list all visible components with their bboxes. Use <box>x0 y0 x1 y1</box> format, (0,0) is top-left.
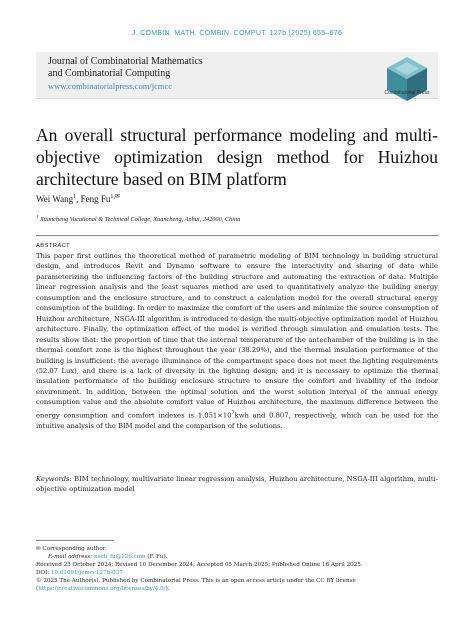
journal-name-line2: and Combinatorial Computing <box>48 68 171 79</box>
author-name: Wei Wang <box>36 194 74 204</box>
footnote-divider <box>36 540 114 541</box>
footnotes <box>36 545 438 594</box>
affiliation <box>36 214 240 223</box>
email-line: E-mail address: nsch_fu@126.com (F. Fu). <box>48 554 168 561</box>
author-separator: , <box>76 194 81 204</box>
publisher-logo-icon <box>382 54 432 106</box>
affiliation-text: Xuancheng Vocational & Technical College, Xuancheng, Anhui, 242000, China <box>39 216 241 224</box>
dates-line: Received 25 October 2024; Revised 10 December 2024; Accepted 05 March 2025; Published Online 16 April 2025. <box>36 562 363 569</box>
doi-link[interactable]: 10.61091/jcmcc127b-037 <box>50 570 123 577</box>
email-link[interactable]: nsch_fu@126.com <box>93 554 146 561</box>
journal-name <box>48 56 203 80</box>
author-name: Feng Fu <box>80 194 111 204</box>
author-affiliation-sup: 1 <box>73 194 77 200</box>
running-header: J. COMBIN. MATH. COMBIN. COMPUT. 127b (2025) 655–676 <box>131 30 343 37</box>
abstract-body: This paper first outlines the theoretical method of parametric modeling of BIM technology in building structural design, and introduces Revit and Dynamo software to ensure the interactivity and sharing of data while parameterizing the influencing factors of the building structure and automating the extraction of data. Multiple linear regression analysis and the least squares method are used to quantitatively analyze the building energy consumption and the enclosure structure, and to construct a calculation model for the overall structural energy consumption of the building. In order to maximize the comfort of the users and minimize the source consumption of Huizhou architecture, NSGA-III algorithm is introduced to design the multi-objective optimization model of Huizhou architecture. Finally, the optimization effect of the model is verified through simulation and emulation tests. The results show that: the proportion of time that the internal temperature of the antechamber of the building is in the thermal comfort zone is the highest throughout the year (38.29%), and the thermal insulation performance of the building is insufficient: the average illuminance of the compartment space does not meet the lighting requirements (52.07 Lux), and there is a lack of diversity in the lighting design; and it is necessary to optimize the thermal insulation performance of the building enclosure structure to ensure the comfort and livability of the indoor environment. In addition, between the optimal solution and the worst solution interval of the annual energy consumption value and the absolute comfort value of Huizhou architecture, the maximum difference between the energy consumption and comfort indexes is $1.051\times 10^7kwh$ and 0.807, respectively, which can be used for the intuitive analysis of the BIM model and the comparison of the solutions. <box>36 252 438 430</box>
keywords-label: Keywords: <box>36 475 72 483</box>
publisher-logo-caption: Combinatorial Press <box>384 90 430 96</box>
article-title: An overall structural performance modeling and multi-objective optimization design method for Huizhou architecture based on BIM platform <box>36 125 438 189</box>
abstract-divider <box>36 235 438 236</box>
affiliation-sup: 1 <box>36 214 39 219</box>
journal-url-link[interactable]: www.combinatorialpress.com/jcmcc <box>48 81 173 91</box>
keywords <box>36 474 438 495</box>
envelope-icon[interactable]: ✉ <box>114 194 120 200</box>
doi-line: DOI: 10.61091/jcmcc127b-037 <box>36 570 123 577</box>
keywords-text: BIM technology, multivariate linear regression analysis, Huizhou architecture, NSGA-III algorithm, multi-objective optimization model <box>36 475 438 494</box>
license-link[interactable]: https://creativecommons.org/licenses/by/4.0/ <box>38 586 166 593</box>
corresponding-author-note: ✉ Corresponding author. <box>36 546 107 552</box>
license-line: (https://creativecommons.org/licenses/by/4.0/). <box>36 586 170 593</box>
envelope-icon: ✉ <box>36 546 41 552</box>
abstract-heading: ABSTRACT <box>36 243 71 249</box>
journal-name-line1: Journal of Combinatorial Mathematics <box>48 56 203 67</box>
author-line <box>36 193 120 204</box>
author-affiliation-sup: 1,✉ <box>110 194 120 200</box>
copyright-line: © 2025 The Author(s). Published by Combinatorial Press. This is an open access article under the CC BY license <box>36 578 356 585</box>
